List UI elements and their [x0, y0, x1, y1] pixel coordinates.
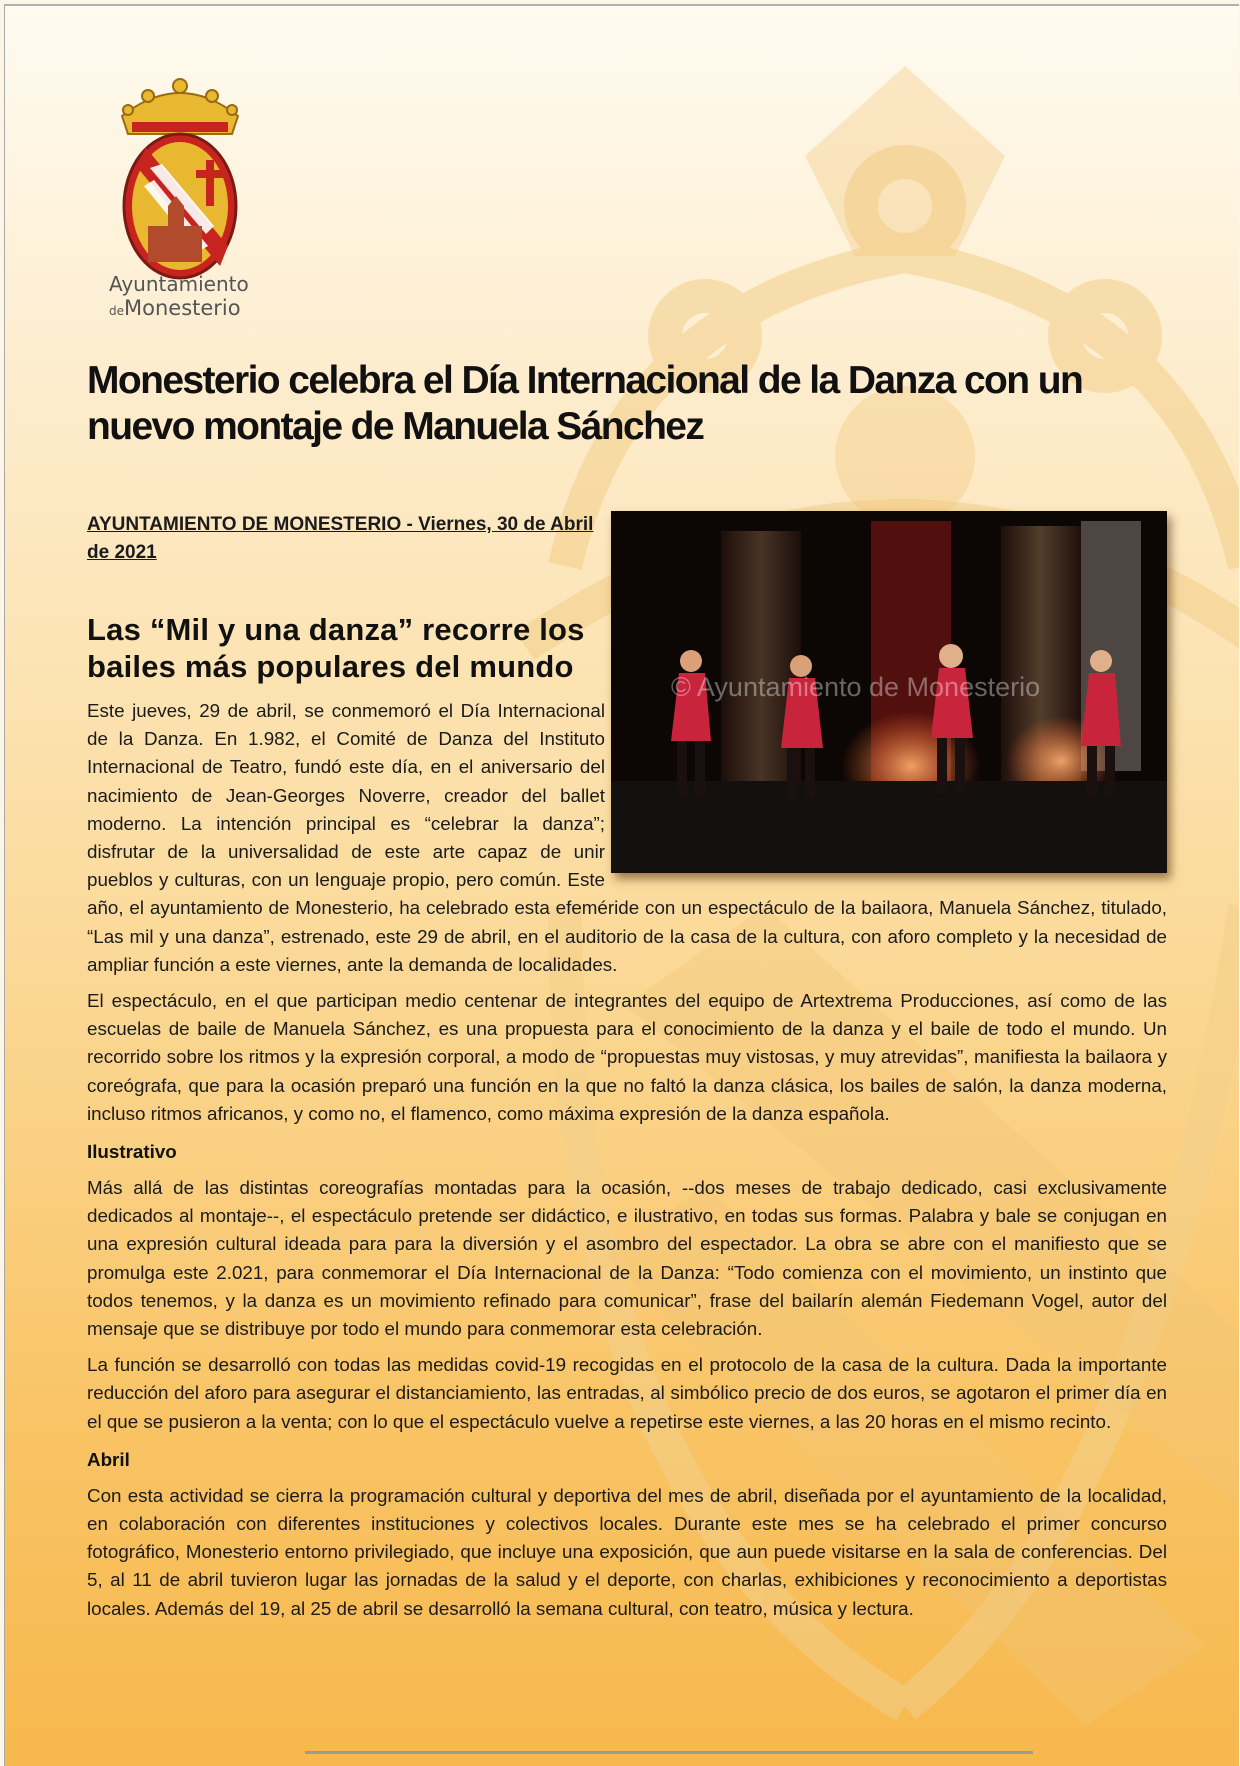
logo-text-monesterio: [109, 296, 259, 320]
logo-text-de: de: [109, 304, 124, 318]
dance-performance-photo: [611, 511, 1167, 873]
section-heading-ilustrativo: Ilustrativo: [87, 1141, 177, 1163]
paragraph-3: Más allá de las distintas coreografías montadas para la ocasión, --dos meses de trabajo dedicado, casi exclusivamente dedicados al montaje--, el espectáculo pretende ser didáctico, e ilustrativo, en todas sus formas. Palabra y bale se conjugan en una expresión cultural ideada para para la diversión y el asombro del espectador. La obra se abre con el manifiesto que se promulga este 2.021, para conmemorar el Día Internacional de la Danza: “Todo comienza con el movimiento, un instinto que todos tenemos, y la danza es un movimiento refinado para comunicar”, frase del bailarín alemán Fiedemann Vogel, autor del mensaje que se distribuye por todo el mundo para conmemorar esta celebración.: [87, 1177, 1167, 1340]
article-dateline: AYUNTAMIENTO DE MONESTERIO - Viernes, 30 de Abril de 2021: [87, 514, 594, 563]
paragraph-2: El espectáculo, en el que participan medio centenar de integrantes del equipo de Artextrema Producciones, así como de las escuelas de baile de Manuela Sánchez, es una propuesta para el conocimiento de la danza y el baile de todo el mundo. Un recorrido sobre los ritmos y la expresión corporal, a modo de “propuestas muy vistosas, y muy atrevidas”, manifiesta la bailaora y coreógrafa, que para la ocasión preparó una función en la que no faltó la danza clásica, los bailes de salón, la danza moderna, incluso ritmos africanos, y como no, el flamenco, como máxima expresión de la danza española.: [87, 990, 1167, 1124]
section-heading-abril: Abril: [87, 1448, 130, 1470]
document-page: [4, 4, 1239, 1766]
logo-text-name: Monesterio: [124, 296, 241, 320]
paragraph-1: Este jueves, 29 de abril, se conmemoró el Día Internacional de la Danza. En 1.982, el Comité de Danza del Instituto Internacional de Teatro, fundó este día, en el aniversario del nacimiento de Jean-Georges Noverre, creador del ballet moderno. La intención principal es “celebrar la danza”; disfrutar de la universalidad de este arte capaz de unir pueblos y culturas, con un lenguaje propio, pero común. Este año, el ayuntamiento de Monesterio, ha celebrado esta efeméride con un espectáculo de la bailaora, Manuela Sánchez, titulado, “Las mil y una danza”, estrenado, este 29 de abril, en el auditorio de la casa de la cultura, con aforo completo y la necesidad de ampliar función a este viernes, ante la demanda de localidades.: [87, 700, 1167, 975]
article-body: [87, 511, 1167, 1631]
article-title: Monesterio celebra el Día Internacional de la Danza con un nuevo montaje de Manuela Sánchez: [87, 359, 1083, 448]
photo-watermark-text: © Ayuntamiento de Monesterio: [671, 672, 1041, 702]
logo-text-ayuntamiento: Ayuntamiento: [109, 272, 249, 296]
article-subtitle: Las “Mil y una danza” recorre los bailes más populares del mundo: [87, 612, 585, 684]
paragraph-5: Con esta actividad se cierra la programación cultural y deportiva del mes de abril, diseñada por el ayuntamiento de la localidad, en colaboración con diferentes instituciones y colectivos locales. Durante este mes se ha celebrado el primer concurso fotográfico, Monesterio entorno privilegiado, que incluye una exposición, que aun puede visitarse en la sala de conferencias. Del 5, al 11 de abril tuvieron lugar las jornadas de la salud y el deporte, con charlas, exhibiciones y reconocimiento a deportistas locales. Además del 19, al 25 de abril se desarrolló la semana cultural, con teatro, música y lectura.: [87, 1484, 1167, 1619]
paragraph-4: La función se desarrolló con todas las medidas covid-19 recogidas en el protocolo de la casa de la cultura. Dada la importante reducción del aforo para asegurar el distanciamiento, las entradas, al simbólico precio de dos euros, se agotaron el primer día en el que se pusieron a la venta; con lo que el espectáculo vuelve a repetirse este viernes, a las 20 horas en el mismo recinto.: [87, 1354, 1167, 1432]
